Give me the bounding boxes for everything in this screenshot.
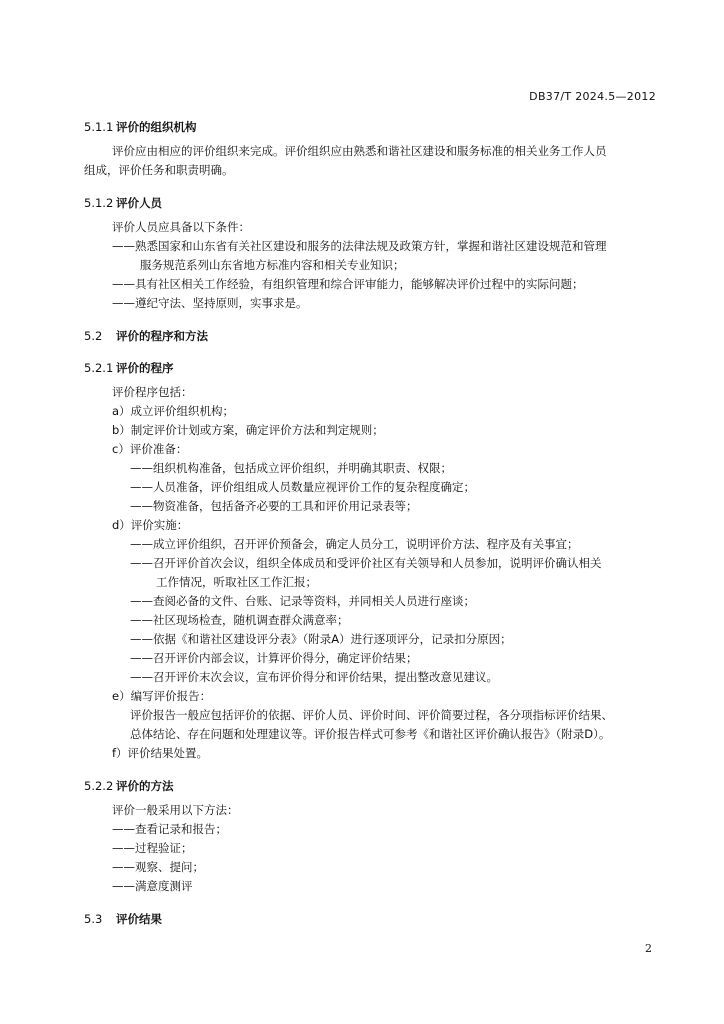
list-item: ——过程验证； [112, 841, 193, 855]
list-item: f）评价结果处置。 [112, 746, 209, 760]
list-item: b）制定评价计划或方案，确定评价方法和判定规则； [112, 423, 384, 437]
heading-5-2-2 [84, 777, 660, 795]
sub-list-item: ——组织机构准备，包括成立评价组织，并明确其职责、权限； [130, 461, 452, 475]
paragraph: 评价应由相应的评价组织来完成。评价组织应由熟悉和谐社区建设和服务标准的相关业务工作人员 [112, 144, 607, 158]
doc-code: DB37/T 2024.5—2012 [529, 90, 656, 103]
paragraph: 组成，评价任务和职责明确。 [84, 163, 234, 177]
heading-5-3 [84, 910, 660, 928]
heading-title: 评价的程序和方法 [116, 329, 208, 343]
paragraph: 评价一般采用以下方法： [112, 803, 239, 817]
heading-title: 评价人员 [116, 196, 162, 210]
heading-number: 5.2.2 [84, 779, 114, 793]
list-item: ——遵纪守法、坚持原则，实事求是。 [112, 296, 308, 310]
heading-number: 5.3 [84, 912, 103, 926]
list-item: e）编写评价报告： [112, 689, 212, 703]
sub-list-item: ——成立评价组织，召开评价预备会，确定人员分工，说明评价方法、程序及有关事宜； [130, 537, 579, 551]
sub-list-item: ——人员准备，评价组组成人员数量应视评价工作的复杂程度确定； [130, 480, 475, 494]
heading-5-1-1 [84, 118, 660, 136]
paragraph: 评价程序包括： [112, 385, 193, 399]
list-item: ——观察、提问； [112, 860, 204, 874]
list-item: a）成立评价组织机构； [112, 404, 235, 418]
heading-number: 5.2 [84, 329, 103, 343]
list-item: c）评价准备： [112, 442, 188, 456]
list-item: ——具有社区相关工作经验，有组织管理和综合评审能力，能够解决评价过程中的实际问题； [112, 277, 584, 291]
heading-title: 评价的组织机构 [116, 120, 197, 134]
paragraph: 评价人员应具备以下条件： [112, 220, 250, 234]
list-item: ——满意度测评 [112, 879, 193, 893]
sub-list-item-continued: 工作情况，听取社区工作汇报； [156, 575, 317, 589]
heading-5-2-1 [84, 359, 660, 377]
sub-list-item: ——召开评价首次会议，组织全体成员和受评价社区有关领导和人员参加，说明评价确认相关 [130, 556, 602, 570]
list-item: ——熟悉国家和山东省有关社区建设和服务的法律法规及政策方针，掌握和谐社区建设规范和管理 [112, 239, 607, 253]
page-number: 2 [645, 942, 652, 955]
paragraph: 总体结论、存在问题和处理建议等。评价报告样式可参考《和谐社区评价确认报告》（附录D）。 [130, 727, 611, 741]
heading-number: 5.1.1 [84, 120, 114, 134]
sub-list-item: ——物资准备，包括备齐必要的工具和评价用记录表等； [130, 499, 418, 513]
sub-list-item: ——召开评价末次会议，宣布评价得分和评价结果，提出整改意见建议。 [130, 670, 498, 684]
sub-list-item: ——查阅必备的文件、台账、记录等资料，并同相关人员进行座谈； [130, 594, 475, 608]
document-body [84, 118, 660, 928]
heading-5-2 [84, 327, 660, 345]
heading-number: 5.2.1 [84, 361, 114, 375]
sub-list-item: ——依据《和谐社区建设评分表》（附录A）进行逐项评分，记录扣分原因； [130, 632, 512, 646]
sub-list-item: ——社区现场检查，随机调查群众满意率； [130, 613, 349, 627]
heading-5-1-2 [84, 194, 660, 212]
sub-list-item: ——召开评价内部会议，计算评价得分，确定评价结果； [130, 651, 418, 665]
heading-title: 评价结果 [116, 912, 162, 926]
list-item-continued: 服务规范系列山东省地方标准内容和相关专业知识； [140, 258, 405, 272]
list-item: d）评价实施： [112, 518, 189, 532]
heading-title: 评价的方法 [116, 779, 174, 793]
heading-number: 5.1.2 [84, 196, 114, 210]
list-item: ——查看记录和报告； [112, 822, 227, 836]
paragraph: 评价报告一般应包括评价的依据、评价人员、评价时间、评价简要过程，各分项指标评价结果、 [130, 708, 613, 722]
heading-title: 评价的程序 [116, 361, 174, 375]
